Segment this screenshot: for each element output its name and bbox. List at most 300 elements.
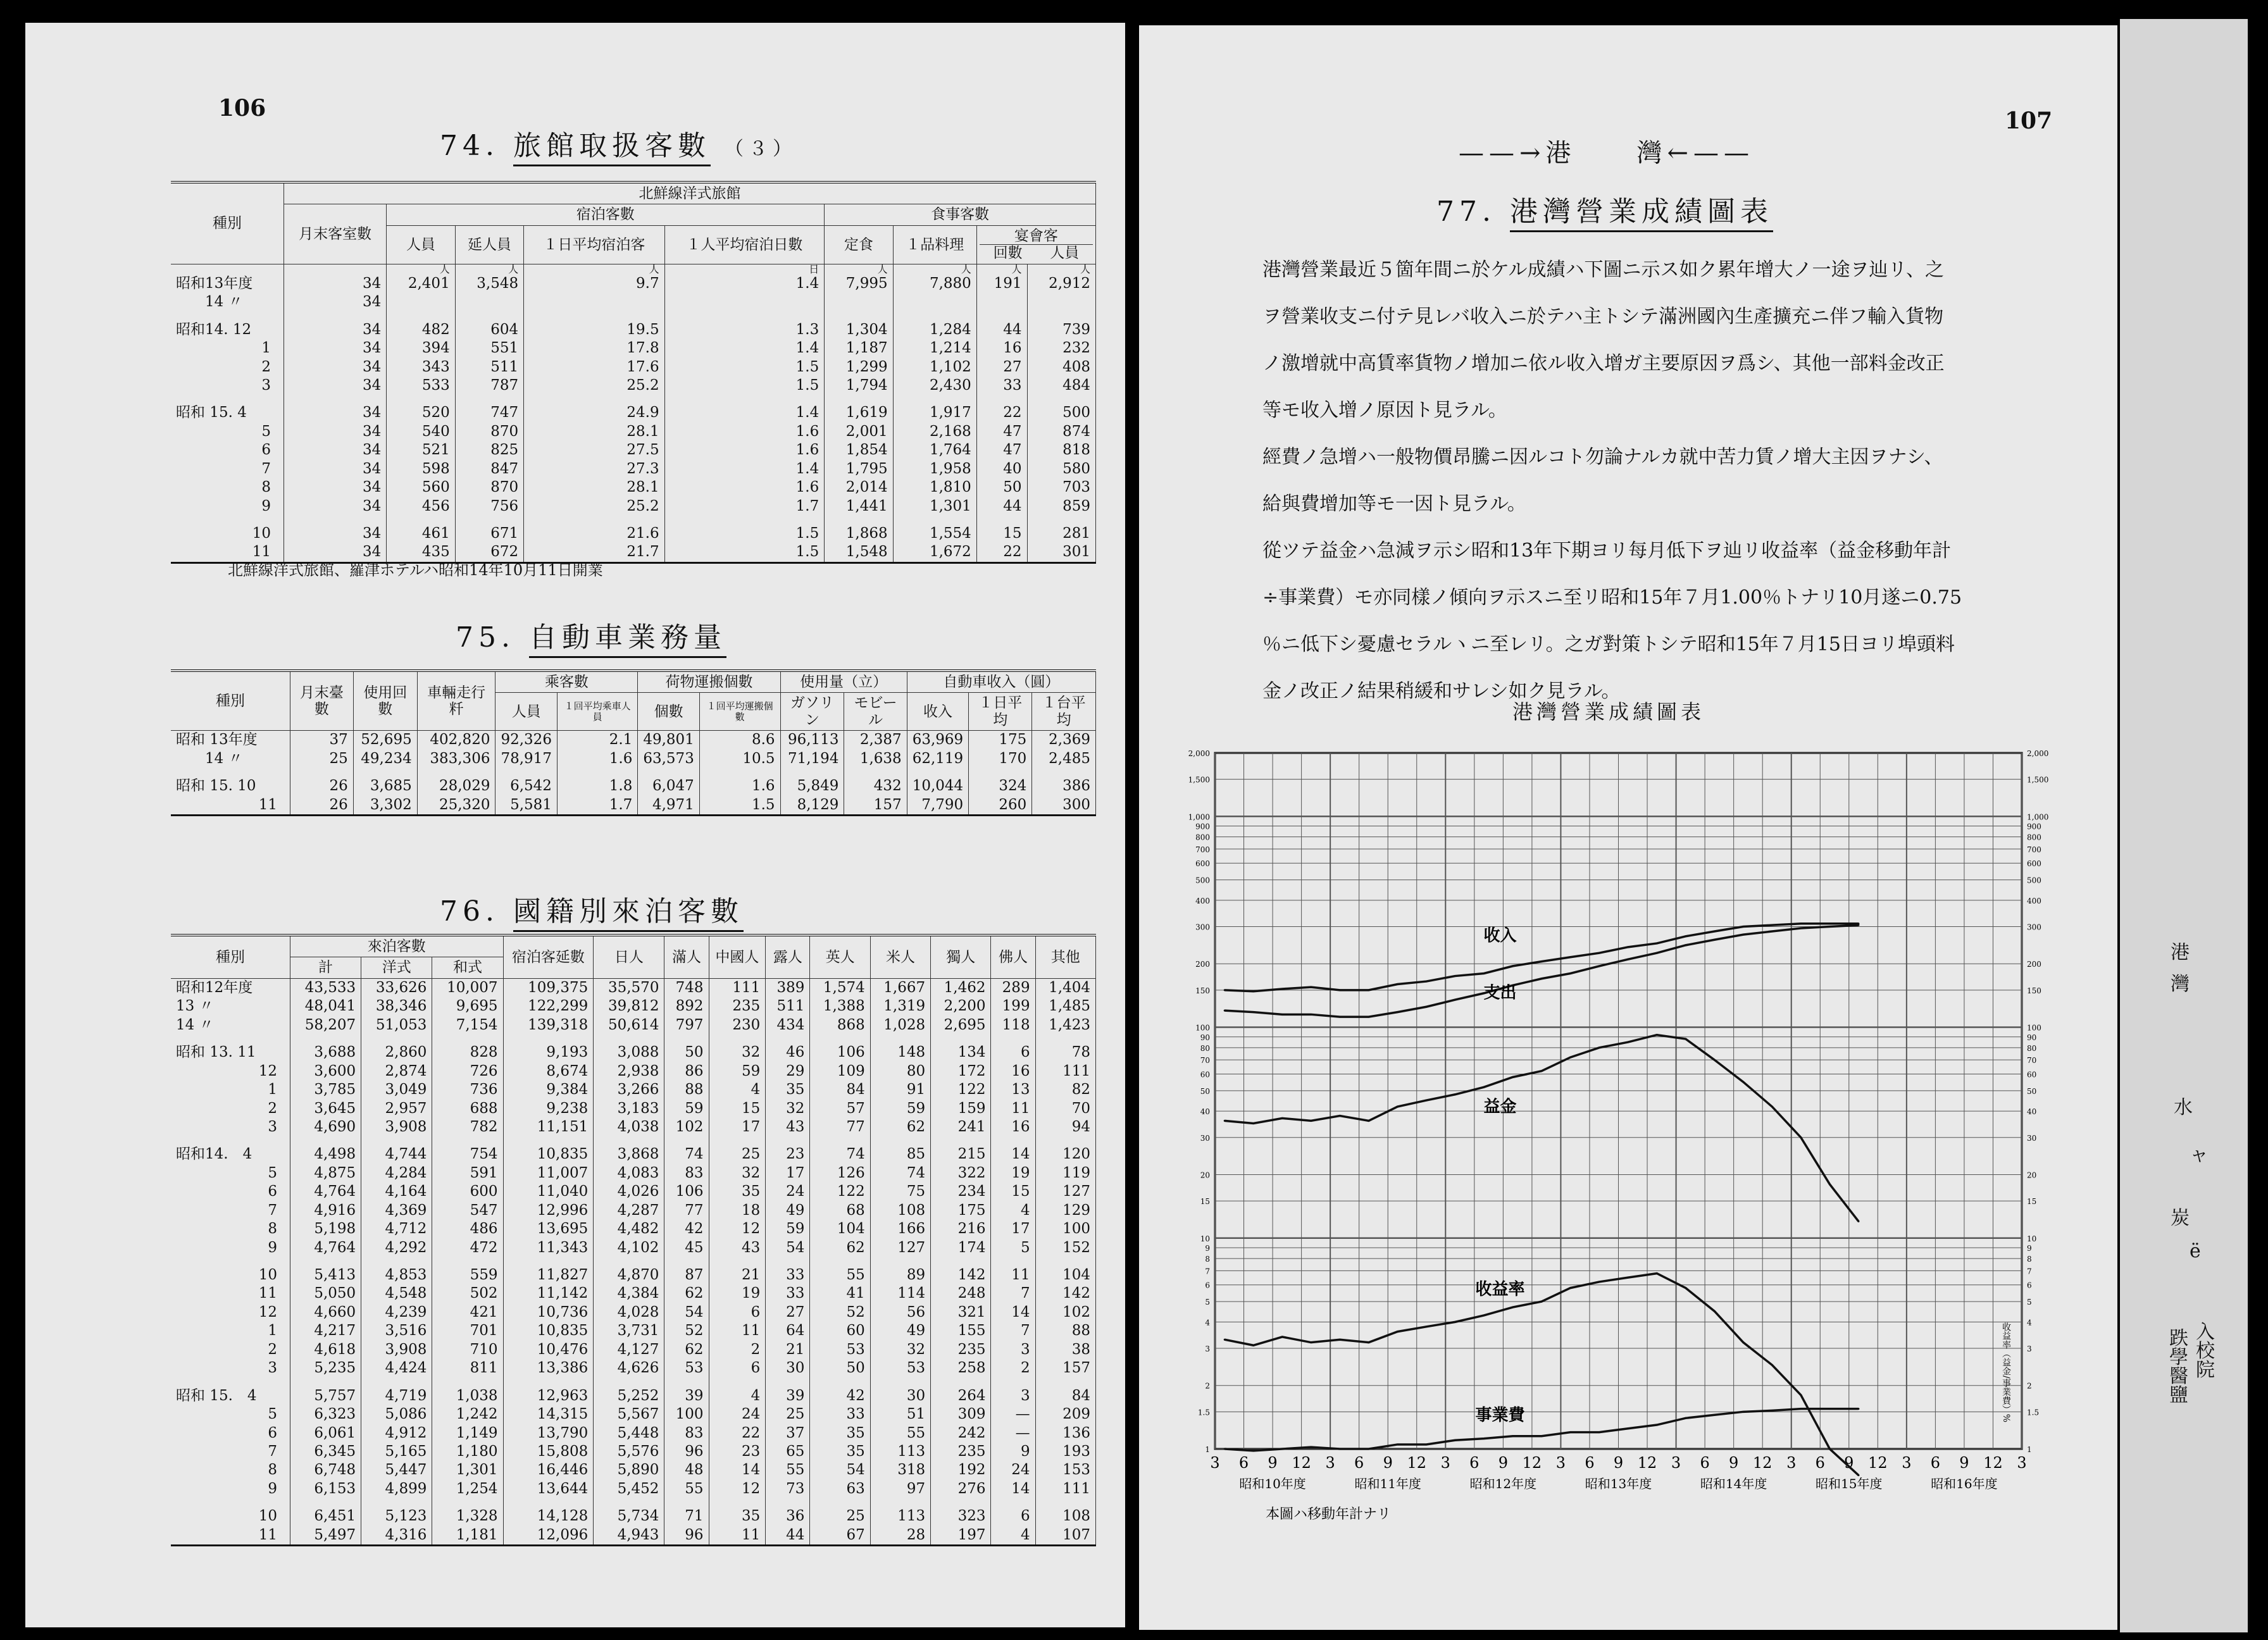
gap-cell	[931, 1034, 991, 1043]
x-tick-label: 9	[1729, 1454, 1739, 1472]
table-cell: 84	[1035, 1387, 1095, 1405]
table-cell: 533	[387, 376, 455, 395]
table-cell: 511	[766, 997, 810, 1016]
table-cell: 4,719	[361, 1387, 432, 1405]
table-cell: 2,874	[361, 1062, 432, 1081]
table-cell: 4,626	[594, 1359, 664, 1377]
data-point	[1800, 922, 1802, 924]
data-point	[1627, 1277, 1629, 1279]
table-cell: 80	[870, 1062, 930, 1081]
y-tick-label-right: 4	[2027, 1318, 2032, 1327]
table-cell: 1.5	[664, 525, 825, 543]
row-label: 11	[171, 796, 290, 816]
strip-glyph: 入	[2196, 1321, 2215, 1343]
row-gap	[171, 312, 1096, 321]
table-cell: 12,963	[503, 1387, 594, 1405]
data-point	[1339, 1339, 1341, 1341]
data-point	[1598, 1281, 1600, 1283]
t74-h-stay: 宿泊客數	[387, 204, 825, 225]
row-label: 7	[171, 460, 284, 478]
table-cell: 2,860	[361, 1043, 432, 1062]
table-cell: 52,695	[353, 731, 417, 750]
table-cell: 1.8	[557, 777, 637, 795]
table-cell: 9,695	[432, 997, 503, 1016]
paragraph-line: 給與費增加等モ一因ト見ラル。	[1262, 493, 1526, 515]
data-point	[1339, 1115, 1341, 1117]
row-gap	[171, 768, 1096, 777]
x-tick-label: 3	[2017, 1454, 2027, 1472]
data-point	[1512, 1307, 1514, 1308]
table-cell: 4,369	[361, 1202, 432, 1220]
table-cell: 82	[1035, 1081, 1095, 1099]
table-cell: 10,835	[503, 1145, 594, 1164]
x-year-label: 昭和14年度	[1700, 1476, 1767, 1491]
table-cell: 6,153	[290, 1480, 361, 1498]
data-point	[1857, 1474, 1859, 1476]
table-cell: 22	[976, 404, 1027, 422]
table-cell: 59	[870, 1100, 930, 1118]
table-cell: 13,386	[503, 1359, 594, 1377]
table-cell: 55	[766, 1461, 810, 1479]
data-point	[1742, 934, 1744, 936]
series-line	[1224, 1274, 1859, 1475]
table-cell: 193	[1035, 1443, 1095, 1461]
y-tick-label-right: 2,000	[2027, 749, 2049, 758]
table-cell: 9,384	[503, 1081, 594, 1099]
table-cell: 44	[766, 1526, 810, 1546]
strip-glyph: 水	[2174, 1096, 2193, 1119]
table-cell: 33,626	[361, 978, 432, 997]
table-row	[171, 1322, 1096, 1340]
t74-unit: 人	[976, 264, 1027, 275]
table-cell: 34	[284, 376, 387, 395]
table-cell: 54	[766, 1239, 810, 1257]
table-cell: 1,619	[825, 404, 893, 422]
table-cell: 847	[455, 460, 523, 478]
gap-cell	[810, 1034, 870, 1043]
t74-unit: 人	[1027, 264, 1095, 275]
table-cell: 1.6	[664, 423, 825, 441]
table-cell: 5,576	[594, 1443, 664, 1461]
table-cell: 787	[455, 376, 523, 395]
arrow-right-icon: ——→	[1459, 139, 1546, 168]
row-label: 昭和14. 12	[171, 321, 284, 339]
y-tick-label-left: 80	[1200, 1043, 1210, 1053]
data-point	[1569, 1287, 1571, 1289]
row-label: 5	[171, 1405, 290, 1424]
table-cell: 48	[664, 1461, 709, 1479]
table-cell: 3,266	[594, 1081, 664, 1099]
gap-cell	[455, 312, 523, 321]
series-label: 支出	[1483, 983, 1517, 1003]
t75-h-parcels: 荷物運搬個數	[638, 671, 780, 693]
paragraph-line: 等モ收入增ノ原因ト見ラル。	[1262, 399, 1507, 421]
table-cell: 54	[664, 1303, 709, 1322]
gap-cell	[870, 1136, 930, 1145]
table-cell: 4,028	[594, 1303, 664, 1322]
table-cell: 3,908	[361, 1341, 432, 1359]
data-point	[1800, 1136, 1802, 1138]
table-cell: 16	[991, 1118, 1035, 1136]
table-cell: 1,917	[893, 404, 976, 422]
table-cell: 70	[1035, 1100, 1095, 1118]
table-cell	[387, 293, 455, 311]
x-tick-label: 3	[1440, 1454, 1450, 1472]
table-cell: 281	[1027, 525, 1095, 543]
table-cell: 16	[991, 1062, 1035, 1081]
table-cell: 5,452	[594, 1480, 664, 1498]
t76-h-western: 洋式	[361, 957, 432, 978]
table-cell: 13,644	[503, 1480, 594, 1498]
paragraph-line: 金ノ改正ノ結果稍緩和サレシ如ク見ラル。	[1262, 680, 1621, 702]
table-cell: 1.4	[664, 275, 825, 293]
table-cell: 113	[870, 1507, 930, 1525]
table-cell: 241	[931, 1118, 991, 1136]
data-point	[1339, 1448, 1341, 1450]
table-cell: 2,485	[1032, 750, 1096, 768]
table-cell: 232	[1027, 339, 1095, 357]
table-cell: 2,430	[893, 376, 976, 395]
table-cell: 83	[664, 1164, 709, 1183]
table-cell: 51,053	[361, 1016, 432, 1034]
table-cell: 25	[766, 1405, 810, 1424]
data-point	[1397, 1011, 1399, 1013]
table-cell: 3,088	[594, 1043, 664, 1062]
table-cell: 89	[870, 1266, 930, 1284]
data-point	[1627, 1041, 1629, 1043]
table-cell: 3,600	[290, 1062, 361, 1081]
paragraph-line: ÷事業費）モ亦同樣ノ傾向ヲ示スニ至リ昭和15年７月1.00％トナリ10月遂ニ0.75	[1262, 587, 1962, 609]
x-tick-label: 3	[1786, 1454, 1797, 1472]
gap-cell	[503, 1498, 594, 1507]
table-cell: 1,187	[825, 339, 893, 357]
table-cell: 1,404	[1035, 978, 1095, 997]
table-row	[171, 1118, 1096, 1136]
table-cell: 27	[976, 358, 1027, 376]
data-point	[1224, 1339, 1226, 1341]
table-cell: 100	[664, 1405, 709, 1424]
y-tick-label-left: 15	[1200, 1197, 1210, 1207]
table-cell: 49,234	[353, 750, 417, 768]
table-cell: 53	[810, 1341, 870, 1359]
table-row	[171, 1202, 1096, 1220]
table-cell: 34	[284, 543, 387, 562]
table-cell: 3,688	[290, 1043, 361, 1062]
table-cell: 34	[284, 404, 387, 422]
table-cell: 13,695	[503, 1220, 594, 1238]
table-cell: 62,119	[907, 750, 968, 768]
gap-cell	[503, 1257, 594, 1266]
x-tick-label: 3	[1671, 1454, 1681, 1472]
table-cell: 5,581	[495, 796, 557, 816]
y-tick-label-right: 30	[2027, 1133, 2037, 1143]
table-cell: 4,618	[290, 1341, 361, 1359]
t74-unit-blank	[171, 264, 284, 275]
table-cell: 11	[709, 1526, 766, 1546]
y-tick-label-right: 90	[2027, 1033, 2037, 1042]
row-label: 昭和 13. 11	[171, 1043, 290, 1062]
table-cell: 6,047	[638, 777, 699, 795]
table-cell: 264	[931, 1387, 991, 1405]
table-cell: 122	[931, 1081, 991, 1099]
table-cell: 63,969	[907, 731, 968, 750]
table-cell: 15	[709, 1100, 766, 1118]
table-cell: 35	[709, 1507, 766, 1525]
chart-title: 港灣營業成績圖表	[1512, 700, 1705, 724]
table-cell: 34	[284, 478, 387, 497]
table-row	[171, 1480, 1096, 1498]
data-point	[1569, 972, 1571, 974]
data-point	[1656, 952, 1658, 954]
row-gap	[171, 1136, 1096, 1145]
table-cell: 3,908	[361, 1118, 432, 1136]
table-cell: 818	[1027, 441, 1095, 459]
table-cell: 9	[991, 1443, 1035, 1461]
data-point	[1829, 1408, 1831, 1410]
row-label: 1	[171, 339, 284, 357]
table-row	[171, 1081, 1096, 1099]
table-cell: 23	[709, 1443, 766, 1461]
data-point	[1454, 999, 1456, 1001]
y-tick-label-left: 90	[1200, 1033, 1210, 1042]
x-tick-label: 3	[1902, 1454, 1912, 1472]
gap-cell	[1035, 1136, 1095, 1145]
table-cell: 88	[664, 1081, 709, 1099]
table-cell: 321	[931, 1303, 991, 1322]
row-gap	[171, 1034, 1096, 1043]
table-cell: 9.7	[524, 275, 664, 293]
table-cell: 1.5	[664, 543, 825, 562]
gap-cell	[991, 1498, 1035, 1507]
table-75	[171, 669, 1096, 816]
table-row	[171, 1424, 1096, 1443]
data-point	[1281, 1336, 1283, 1338]
table-cell: 520	[387, 404, 455, 422]
y-tick-label-left: 50	[1200, 1086, 1210, 1096]
table-cell: 157	[1035, 1359, 1095, 1377]
table-74-suffix: （３）	[724, 138, 797, 160]
table-cell: 91	[870, 1081, 930, 1099]
table-cell: 100	[1035, 1220, 1095, 1238]
table-cell: 50	[810, 1359, 870, 1377]
data-point	[1483, 972, 1485, 974]
table-cell: 97	[870, 1480, 930, 1498]
gap-cell	[664, 1136, 709, 1145]
table-cell: 1.4	[664, 404, 825, 422]
table-cell: 402,820	[417, 731, 495, 750]
gap-cell	[991, 1257, 1035, 1266]
table-cell: 12,996	[503, 1202, 594, 1220]
table-cell: 172	[931, 1062, 991, 1081]
table-cell: 782	[432, 1118, 503, 1136]
table-cell	[893, 293, 976, 311]
x-tick-label: 3	[1325, 1454, 1335, 1472]
table-cell: 42	[810, 1387, 870, 1405]
table-cell: 289	[991, 978, 1035, 997]
table-cell: 120	[1035, 1145, 1095, 1164]
table-cell: 56	[870, 1303, 930, 1322]
table-cell: 111	[709, 978, 766, 997]
table-cell: 34	[284, 321, 387, 339]
table-cell: 48,041	[290, 997, 361, 1016]
table-cell: 34	[284, 358, 387, 376]
table-cell: 5,086	[361, 1405, 432, 1424]
table-cell: 33	[976, 376, 1027, 395]
gap-cell	[870, 1257, 930, 1266]
gap-cell	[361, 1498, 432, 1507]
gap-cell	[171, 395, 284, 404]
table-cell: 432	[844, 777, 907, 795]
y-tick-label-right: 1,000	[2027, 812, 2049, 822]
table-74-note: 北鮮線洋式旅館、羅津ホテルハ昭和14年10月11日開業	[228, 561, 603, 579]
row-gap	[171, 395, 1096, 404]
table-cell: 170	[969, 750, 1032, 768]
table-cell: 7,995	[825, 275, 893, 293]
table-cell: 3,731	[594, 1322, 664, 1340]
row-label: 10	[171, 525, 284, 543]
table-74-title	[440, 123, 797, 163]
table-cell: 1.4	[664, 460, 825, 478]
table-cell: 1.6	[557, 750, 637, 768]
table-cell: 4,217	[290, 1322, 361, 1340]
t74-h-meal: 食事客數	[825, 204, 1096, 225]
gap-cell	[1035, 1498, 1095, 1507]
gap-cell	[290, 1378, 361, 1387]
data-point	[1771, 1364, 1773, 1366]
table-cell: 74	[664, 1145, 709, 1164]
t76-h-japanese: 和式	[432, 957, 503, 978]
table-cell: 107	[1035, 1526, 1095, 1546]
data-point	[1714, 939, 1716, 941]
table-row	[171, 358, 1096, 376]
table-cell: 102	[664, 1118, 709, 1136]
table-cell: 4,083	[594, 1164, 664, 1183]
gap-cell	[361, 1136, 432, 1145]
table-row	[171, 1303, 1096, 1322]
table-row	[171, 1016, 1096, 1034]
y-tick-label-right: 900	[2027, 822, 2041, 831]
gap-cell	[810, 1136, 870, 1145]
y-tick-label-left: 9	[1205, 1244, 1210, 1253]
table-row	[171, 1220, 1096, 1238]
section-label: 港 灣	[1545, 139, 1667, 168]
table-cell: 11	[991, 1100, 1035, 1118]
series-line	[1224, 1409, 1859, 1451]
data-point	[1714, 1059, 1716, 1061]
table-row	[171, 777, 1096, 795]
table-cell: 14	[991, 1145, 1035, 1164]
table-cell: 4,971	[638, 796, 699, 816]
table-cell: 44	[976, 497, 1027, 516]
table-cell: 4,712	[361, 1220, 432, 1238]
data-point	[1483, 1438, 1485, 1439]
table-cell: 127	[870, 1239, 930, 1257]
t74-units-row	[171, 264, 1096, 275]
t76-h-fr: 佛人	[991, 935, 1035, 978]
table-cell: 323	[931, 1507, 991, 1525]
table-row	[171, 339, 1096, 357]
table-cell: 598	[387, 460, 455, 478]
table-cell: 19	[709, 1284, 766, 1303]
data-point	[1656, 1424, 1658, 1426]
table-cell: 248	[931, 1284, 991, 1303]
table-76-title	[440, 888, 744, 929]
table-cell: 10.5	[699, 750, 780, 768]
table-cell: 32	[709, 1043, 766, 1062]
gap-cell	[284, 395, 387, 404]
t74-h-meal-0: 定食	[825, 225, 893, 264]
x-tick-label: 12	[1868, 1454, 1888, 1472]
y-tick-label-right: 1,500	[2027, 775, 2049, 785]
data-point	[1368, 1341, 1369, 1343]
table-cell: 35	[810, 1443, 870, 1461]
table-cell: 17.6	[524, 358, 664, 376]
table-cell: 63,573	[638, 750, 699, 768]
y-tick-label-left: 40	[1200, 1107, 1210, 1117]
table-cell: 53	[664, 1359, 709, 1377]
row-label: 13 〃	[171, 997, 290, 1016]
row-label: 2	[171, 358, 284, 376]
row-label: 11	[171, 1284, 290, 1303]
table-cell: 1,638	[844, 750, 907, 768]
strip-glyph: 醫	[2169, 1365, 2188, 1388]
data-point	[1252, 1122, 1254, 1124]
table-cell: 4,284	[361, 1164, 432, 1183]
table-row	[171, 423, 1096, 441]
table-cell: 1,304	[825, 321, 893, 339]
table-cell: 2,695	[931, 1016, 991, 1034]
x-tick-label: 12	[1983, 1454, 2003, 1472]
y-tick-label-right: 50	[2027, 1086, 2037, 1096]
t76-h-guests: 來泊客數	[290, 935, 504, 957]
gap-cell	[524, 395, 664, 404]
table-cell: 4,690	[290, 1118, 361, 1136]
gap-cell	[387, 312, 455, 321]
table-75-number: 75.	[456, 621, 515, 654]
gap-cell	[664, 516, 825, 525]
y-tick-label-left: 150	[1195, 986, 1210, 995]
data-point	[1252, 1011, 1254, 1013]
table-cell: 7	[991, 1322, 1035, 1340]
y-tick-label-right: 9	[2027, 1244, 2032, 1253]
table-cell: 114	[870, 1284, 930, 1303]
table-cell: 14	[991, 1303, 1035, 1322]
table-74-name: 旅館取扱客數	[513, 130, 711, 166]
gap-cell	[503, 1034, 594, 1043]
table-cell: 1,180	[432, 1443, 503, 1461]
table-cell: 604	[455, 321, 523, 339]
section-name: 港灣營業成績圖表	[1510, 196, 1773, 232]
table-cell: 258	[931, 1359, 991, 1377]
table-cell: 3,785	[290, 1081, 361, 1099]
table-cell: 191	[976, 275, 1027, 293]
table-cell: 21.6	[524, 525, 664, 543]
gap-cell	[284, 312, 387, 321]
table-cell: 64	[766, 1322, 810, 1340]
gap-cell	[432, 1257, 503, 1266]
table-cell: 11	[709, 1322, 766, 1340]
table-cell: 4,482	[594, 1220, 664, 1238]
table-cell: 8,674	[503, 1062, 594, 1081]
table-cell: 49	[870, 1322, 930, 1340]
table-row	[171, 1443, 1096, 1461]
table-cell: 33	[810, 1405, 870, 1424]
table-cell: 34	[284, 293, 387, 311]
table-cell: 3,516	[361, 1322, 432, 1340]
table-cell: 5,252	[594, 1387, 664, 1405]
table-cell: 1,554	[893, 525, 976, 543]
gap-cell	[844, 768, 907, 777]
